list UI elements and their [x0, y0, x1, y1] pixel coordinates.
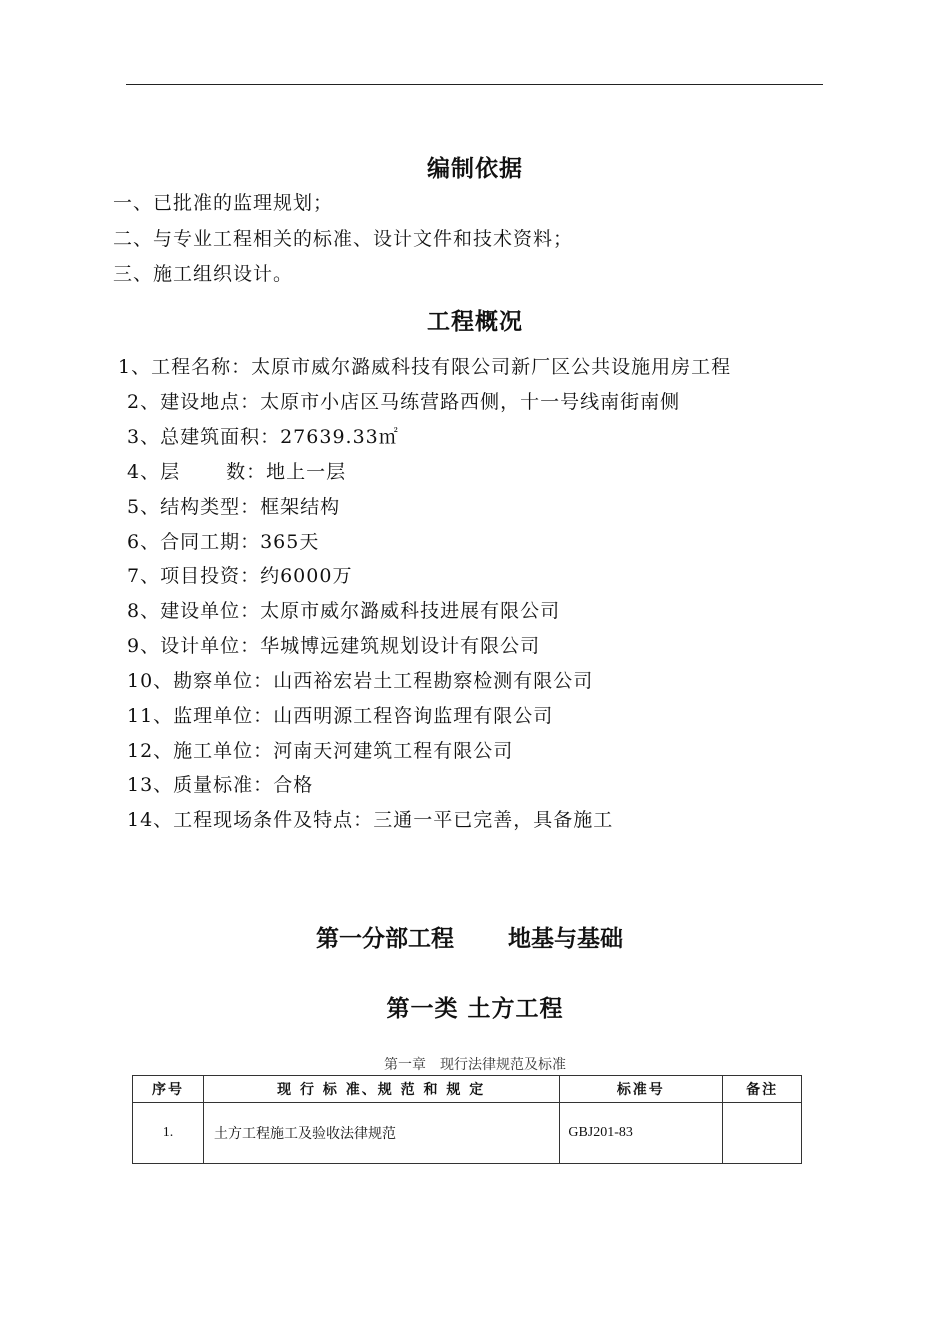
cell-no: 1.	[133, 1103, 204, 1164]
cell-standard-code: GBJ201-83	[560, 1103, 723, 1164]
basis-heading: 编制依据	[427, 156, 523, 182]
cell-standard-name: 土方工程施工及验收法律规范	[203, 1103, 559, 1164]
header-code: 标准号	[560, 1076, 723, 1103]
table-row	[133, 1103, 802, 1164]
header-no: 序号	[133, 1076, 204, 1103]
overview-item: 14、工程现场条件及特点：三通一平已完善，具备施工	[127, 809, 614, 831]
basis-item: 一、已批准的监理规划；	[113, 192, 334, 214]
overview-item: 1、工程名称：太原市威尔潞威科技有限公司新厂区公共设施用房工程	[118, 356, 732, 378]
overview-item: 10、勘察单位：山西裕宏岩土工程勘察检测有限公司	[127, 670, 594, 692]
overview-item: 8、建设单位：太原市威尔潞威科技进展有限公司	[127, 600, 561, 622]
table-header-row	[133, 1076, 802, 1103]
category-title: 第一类 土方工程	[386, 996, 564, 1022]
part-subtitle: 地基与基础	[508, 926, 623, 952]
basis-item: 二、与专业工程相关的标准、设计文件和技术资料；	[113, 228, 574, 250]
header-rule	[126, 84, 823, 85]
overview-item: 11、监理单位：山西明源工程咨询监理有限公司	[127, 705, 554, 727]
chapter-caption: 第一章 现行法律规范及标准	[384, 1057, 566, 1073]
overview-item: 2、建设地点：太原市小店区马练营路西侧，十一号线南街南侧	[127, 391, 681, 413]
overview-item: 12、施工单位：河南天河建筑工程有限公司	[127, 740, 514, 762]
overview-item: 5、结构类型：框架结构	[127, 496, 341, 518]
overview-item: 6、合同工期：365天	[127, 531, 320, 553]
overview-item: 3、总建筑面积：27639.33㎡	[127, 426, 399, 448]
cell-note	[723, 1103, 802, 1164]
overview-heading: 工程概况	[427, 309, 523, 335]
header-note: 备注	[723, 1076, 802, 1103]
header-standard: 现 行 标 准、规 范 和 规 定	[203, 1076, 559, 1103]
overview-item: 13、质量标准：合格	[127, 774, 314, 796]
overview-item: 9、设计单位：华城博远建筑规划设计有限公司	[127, 635, 541, 657]
standards-table	[132, 1075, 802, 1164]
basis-item: 三、施工组织设计。	[113, 263, 294, 285]
part-title: 第一分部工程	[316, 926, 454, 952]
overview-item: 4、层 数：地上一层	[127, 461, 347, 483]
overview-item: 7、项目投资：约6000万	[127, 565, 353, 587]
